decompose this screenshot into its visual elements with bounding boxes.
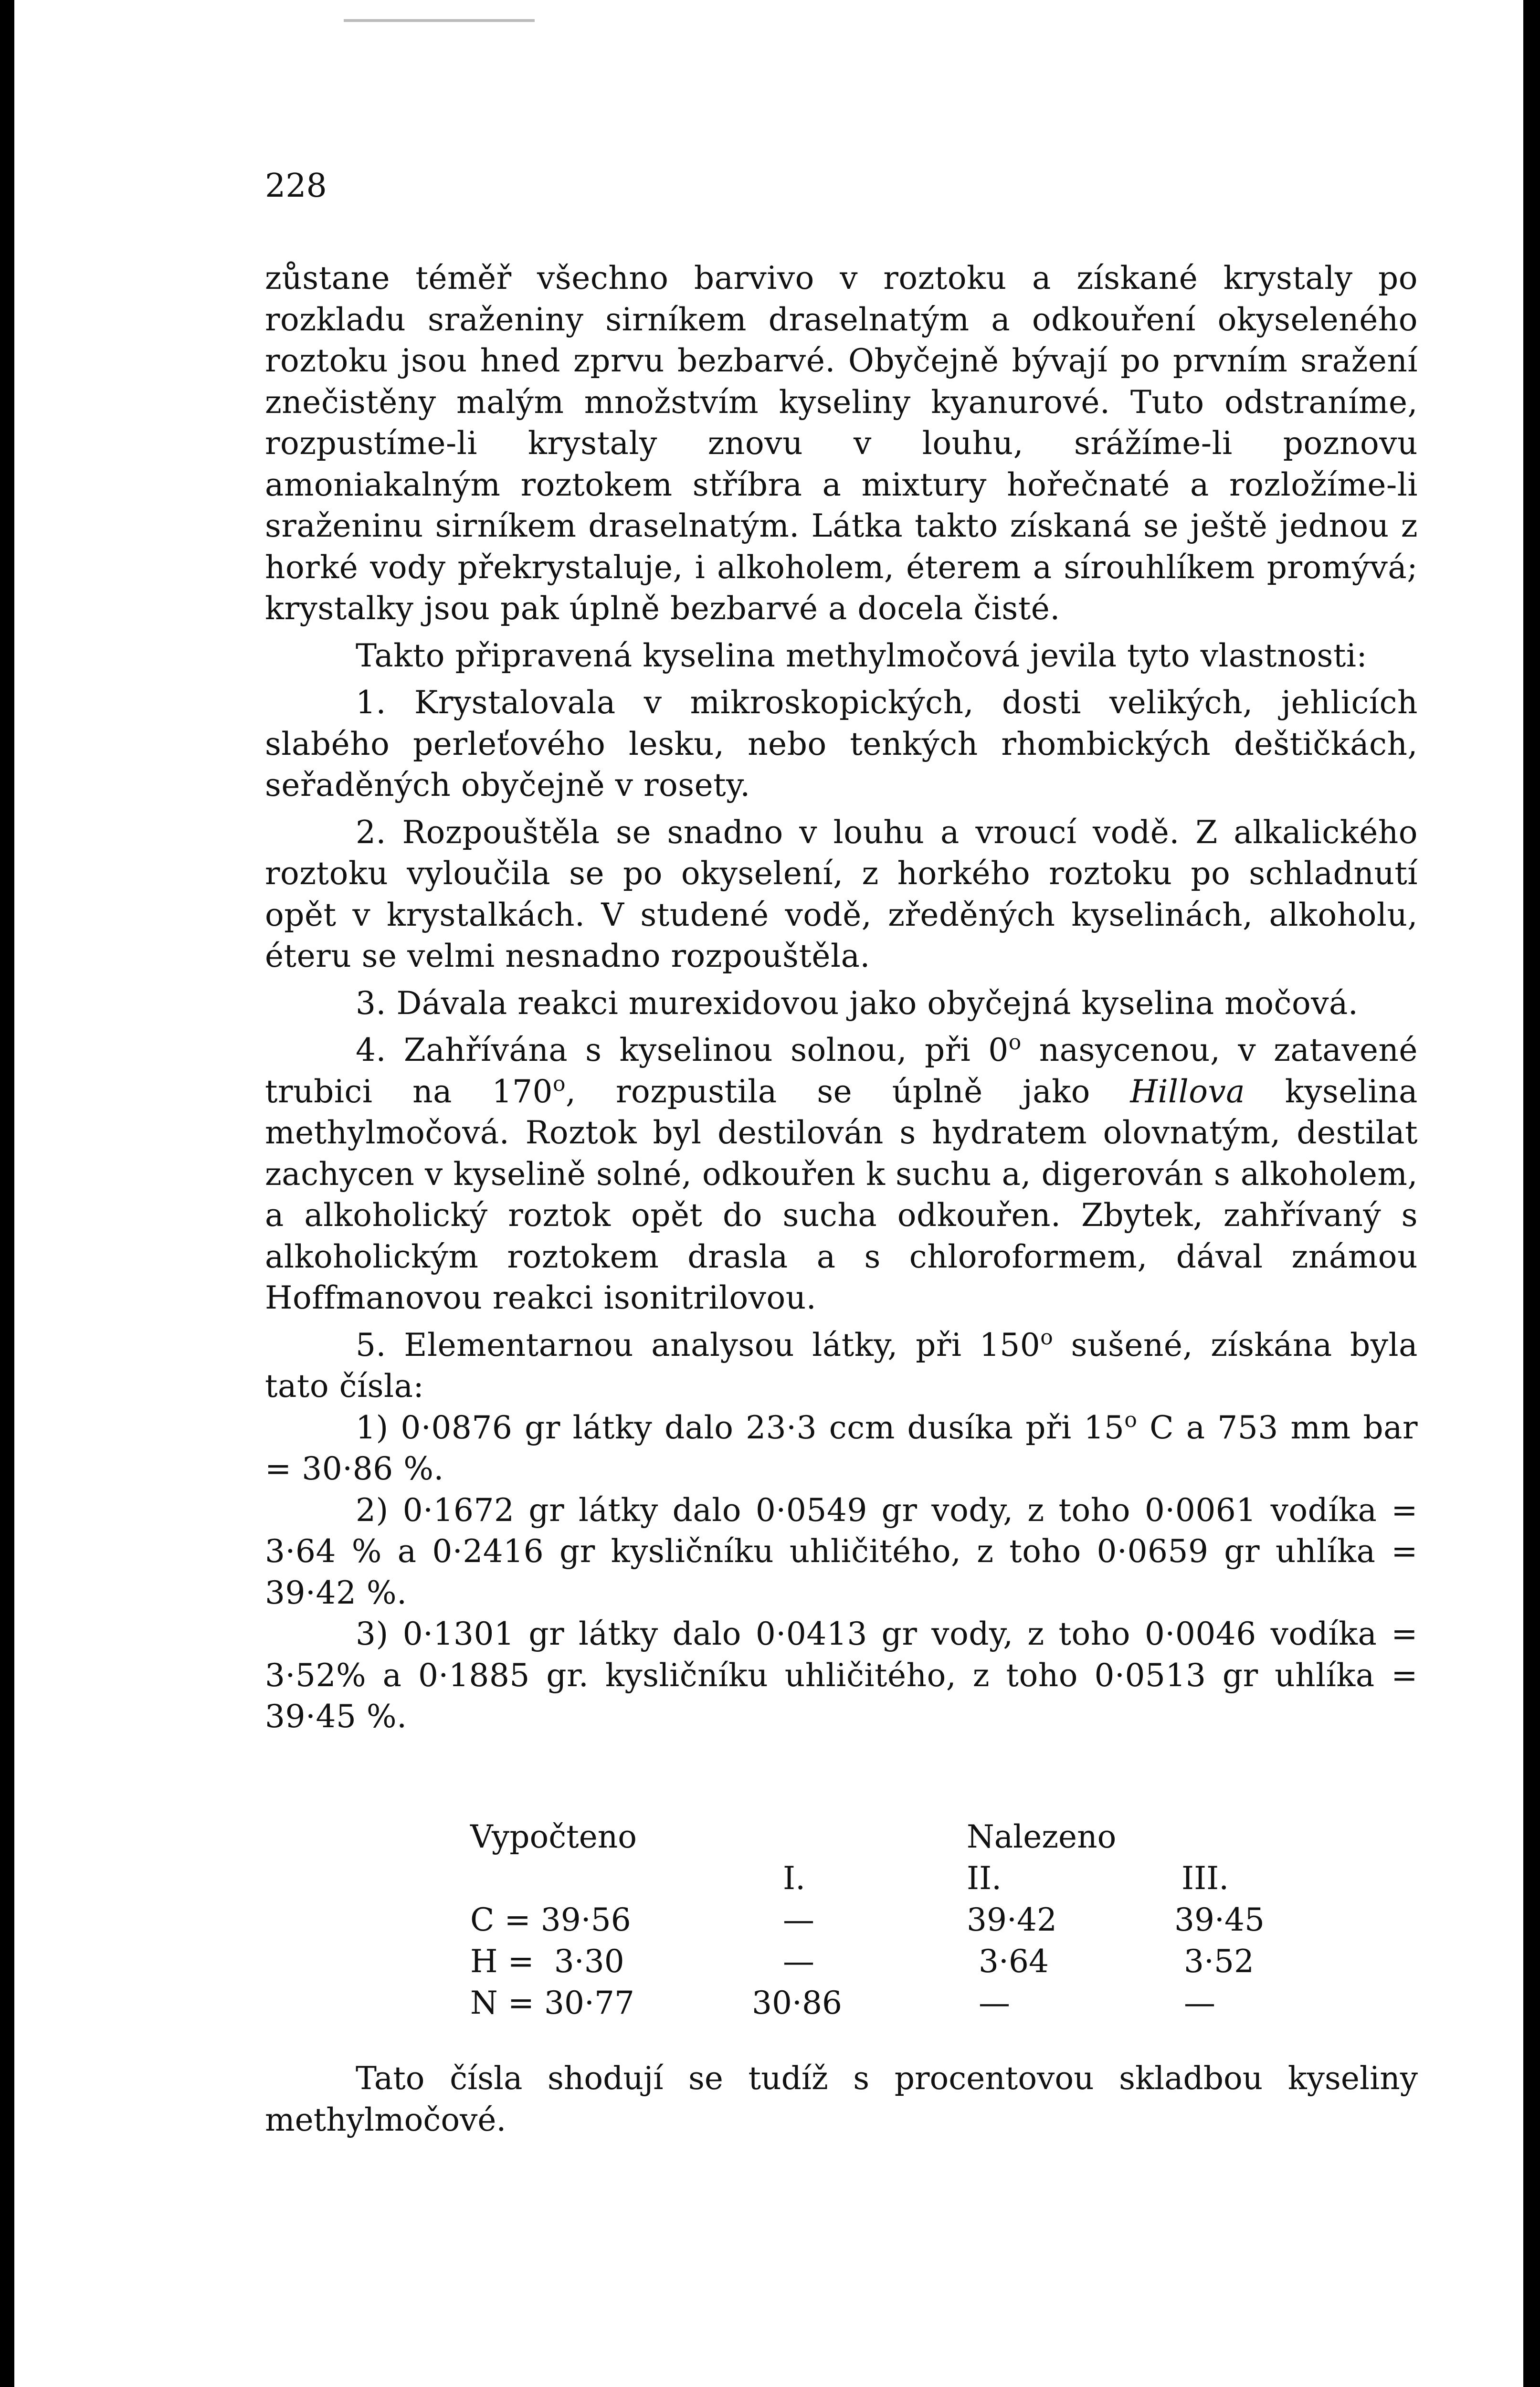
scan-artifact bbox=[344, 19, 535, 22]
table-header-calculated: Vypočteno bbox=[470, 1818, 637, 1855]
property-4-text-d: kyselina methylmočová. Roztok byl destilován s hydratem olovnatým, destilat zachycen v kyselině solné, odkouřen k suchu a, digerován s alkoholem, a alkoholický roztok opět do sucha odkouřen. Zbytek, zahřívaný s alkoholickým roztokem drasla a s chloroformem, dával známou Hoffmanovou reakci isonitrilovou. bbox=[265, 1073, 1418, 1316]
table-row-iii: 3·52 bbox=[1184, 1943, 1254, 1980]
table-row-ii: 39·42 bbox=[967, 1901, 1057, 1938]
property-4-text-c: , rozpustila se úplně jako bbox=[565, 1073, 1130, 1110]
book-page bbox=[14, 0, 1523, 2387]
degree-mark: o bbox=[1040, 1325, 1054, 1350]
table-row-calc: C = 39·56 bbox=[470, 1901, 631, 1938]
paragraph-property-3: 3. Dávala reakci murexidovou jako obyčejná kyselina močová. bbox=[356, 984, 1359, 1022]
table-row-calc: H = 3·30 bbox=[470, 1943, 624, 1980]
property-4-text-a: 4. Zahřívána s kyselinou solnou, při 0 bbox=[356, 1032, 1009, 1068]
paragraph-property-4 bbox=[265, 1030, 1418, 1319]
table-header-found: Nalezeno bbox=[967, 1818, 1117, 1855]
property-5-text-a: 5. Elementarnou analysou látky, při 150 bbox=[356, 1326, 1041, 1363]
table-col-i: I. bbox=[783, 1860, 806, 1897]
analysis-2: 2) 0·1672 gr látky dalo 0·0549 gr vody, z toho 0·0061 vodíka = 3·64 % a 0·2416 gr kysličníku uhličitého, z toho 0·0659 gr uhlíka = 39·42 %. bbox=[265, 1491, 1418, 1611]
table-row-ii: 3·64 bbox=[979, 1943, 1049, 1980]
degree-mark: o bbox=[552, 1071, 566, 1096]
analysis-1 bbox=[265, 1407, 1418, 1490]
analysis-3: 3) 0·1301 gr látky dalo 0·0413 gr vody, z toho 0·0046 vodíka = 3·52% a 0·1885 gr. kysličníku uhličitého, z toho 0·0513 gr uhlíka = 39·45 %. bbox=[265, 1616, 1418, 1735]
table-row-i: 30·86 bbox=[752, 1985, 842, 2021]
table-row-ii: — bbox=[979, 1985, 1010, 2021]
paragraph-conclusion: Tato čísla shodují se tudíž s procentovou skladbou kyseliny methylmočové. bbox=[265, 2060, 1418, 2138]
table-row-i: — bbox=[783, 1943, 814, 1980]
property-4-text-b: nasycenou, v zatavené trubici na 170 bbox=[265, 1032, 1418, 1110]
table-row-iii: — bbox=[1184, 1985, 1215, 2021]
table-row-i: — bbox=[783, 1901, 814, 1938]
paragraph-property-5 bbox=[265, 1325, 1418, 1407]
degree-mark: o bbox=[1124, 1407, 1138, 1432]
analysis-1-text-b: C a 753 mm bar = 30·86 %. bbox=[265, 1409, 1418, 1487]
paragraph-property-2: 2. Rozpouštěla se snadno v louhu a vroucí vodě. Z alkalického roztoku vyloučila se po okyselení, z horkého roztoku po schladnutí opět v krystalkách. V studené vodě, zředěných kyselinách, alkoholu, éteru se velmi nesnadno rozpouštěla. bbox=[265, 813, 1418, 974]
table-row-iii: 39·45 bbox=[1174, 1901, 1265, 1938]
body-text bbox=[265, 258, 1418, 1738]
table-row-calc: N = 30·77 bbox=[470, 1985, 634, 2021]
page-number: 228 bbox=[265, 167, 327, 205]
paragraph-property-1: 1. Krystalovala v mikroskopických, dosti velikých, jehlicích slabého perleťového lesku, nebo tenkých rhombických deštičkách, seřaděných obyčejně v rosety. bbox=[265, 684, 1418, 803]
table-col-iii: III. bbox=[1181, 1860, 1229, 1897]
property-5-text-b: sušené, získána byla tato čísla: bbox=[265, 1326, 1418, 1405]
paragraph-properties-intro: Takto připravená kyselina methylmočová jevila tyto vlastnosti: bbox=[356, 637, 1368, 674]
italic-name: Hillova bbox=[1130, 1073, 1245, 1110]
degree-mark: o bbox=[1008, 1030, 1022, 1055]
analysis-1-text-a: 1) 0·0876 gr látky dalo 23·3 ccm dusíka při 15 bbox=[356, 1409, 1125, 1446]
table-col-ii: II. bbox=[967, 1860, 1002, 1897]
paragraph-continuation: zůstane téměř všechno barvivo v roztoku a získané krystaly po rozkladu sraženiny sirníkem draselnatým a odkouření okyseleného roztoku jsou hned zprvu bezbarvé. Obyčejně bývají po prvním sražení znečistěny malým množstvím kyseliny kyanurové. Tuto odstraníme, rozpustíme-li krystaly znovu v louhu, srážíme-li poznovu amoniakalným roztokem stříbra a mixtury hořečnaté a rozložíme-li sraženinu sirníkem draselnatým. Látka takto získaná se ještě jednou z horké vody překrystaluje, i alkoholem, éterem a sírouhlíkem promývá; krystalky jsou pak úplně bezbarvé a docela čisté. bbox=[265, 260, 1418, 627]
